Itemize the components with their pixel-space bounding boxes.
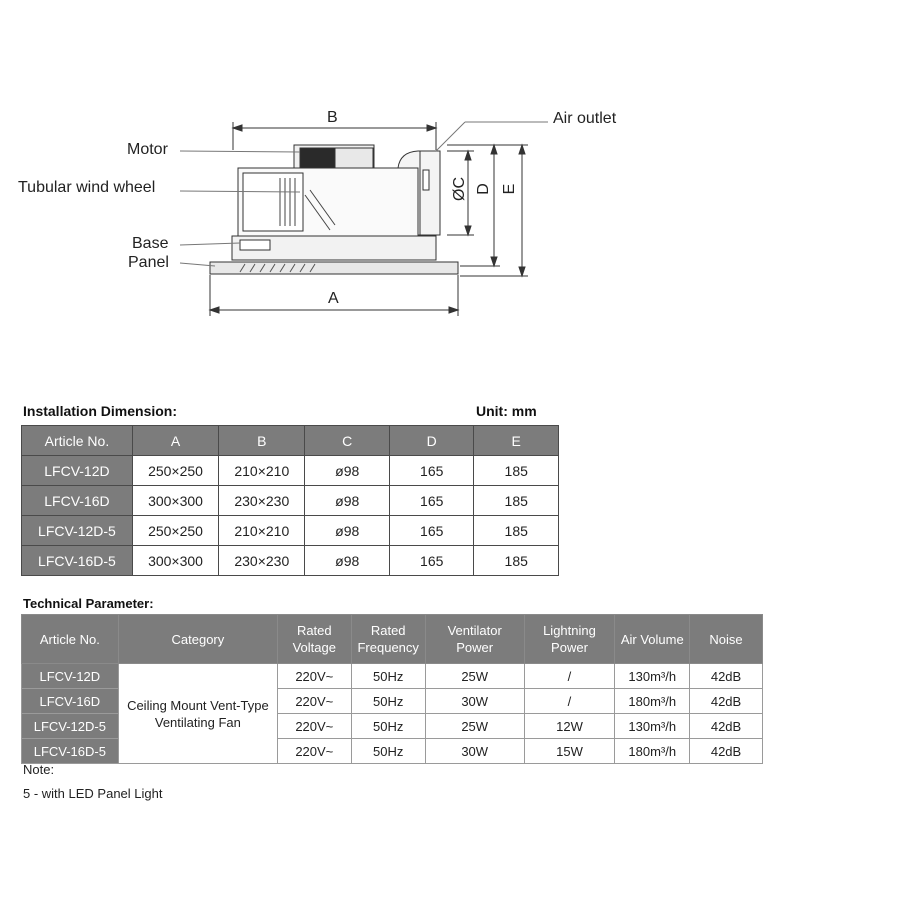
- installation-dimension-title: Installation Dimension:: [23, 403, 178, 419]
- cell-air-volume: 180m³/h: [615, 689, 690, 714]
- header-b: B: [219, 426, 305, 456]
- cell-article: LFCV-12D: [22, 664, 119, 689]
- cell-noise: 42dB: [690, 664, 763, 689]
- header-e: E: [474, 426, 559, 456]
- table-row: [22, 664, 763, 689]
- header-a: A: [132, 426, 218, 456]
- motor-label: Motor: [127, 141, 168, 158]
- panel-label: Panel: [128, 254, 169, 271]
- cell-c: ø98: [305, 516, 390, 546]
- cell-b: 230×230: [219, 546, 305, 576]
- cell-a: 300×300: [132, 486, 218, 516]
- header-lightning-power: Lightning Power: [524, 615, 615, 664]
- header-d: D: [389, 426, 473, 456]
- table-row: [22, 486, 559, 516]
- cell-d: 165: [389, 486, 473, 516]
- cell-voltage: 220V~: [278, 664, 351, 689]
- cell-e: 185: [474, 516, 559, 546]
- cell-air-volume: 130m³/h: [615, 714, 690, 739]
- cell-voltage: 220V~: [278, 689, 351, 714]
- note-line: 5 - with LED Panel Light: [23, 786, 163, 801]
- dim-a-label: A: [328, 290, 339, 307]
- cell-light-power: 12W: [524, 714, 615, 739]
- cell-vent-power: 30W: [425, 689, 524, 714]
- dim-e-label: E: [501, 183, 518, 195]
- table-row: [22, 516, 559, 546]
- cell-article: LFCV-12D-5: [22, 516, 133, 546]
- cell-article: LFCV-12D: [22, 456, 133, 486]
- tubular-wind-wheel-label: Tubular wind wheel: [18, 179, 156, 196]
- dim-b-label: B: [327, 109, 338, 126]
- technical-parameter-title: Technical Parameter:: [23, 596, 154, 611]
- cell-air-volume: 180m³/h: [615, 739, 690, 764]
- cell-d: 165: [389, 456, 473, 486]
- cell-a: 250×250: [132, 456, 218, 486]
- cell-article: LFCV-16D: [22, 689, 119, 714]
- table-row: [22, 456, 559, 486]
- table-row: [22, 546, 559, 576]
- header-rated-voltage: Rated Voltage: [278, 615, 351, 664]
- cell-c: ø98: [305, 546, 390, 576]
- unit-label: Unit: mm: [476, 403, 537, 419]
- cell-frequency: 50Hz: [351, 689, 425, 714]
- cell-a: 250×250: [132, 516, 218, 546]
- cell-a: 300×300: [132, 546, 218, 576]
- cell-light-power: /: [524, 689, 615, 714]
- installation-dimension-table: [21, 425, 559, 576]
- header-rated-frequency: Rated Frequency: [351, 615, 425, 664]
- table-header-row: [22, 426, 559, 456]
- technical-parameter-table: [21, 614, 763, 764]
- cell-voltage: 220V~: [278, 739, 351, 764]
- table-header-row: [22, 615, 763, 664]
- cell-frequency: 50Hz: [351, 714, 425, 739]
- cell-e: 185: [474, 546, 559, 576]
- cell-frequency: 50Hz: [351, 664, 425, 689]
- header-category: Category: [118, 615, 277, 664]
- cell-frequency: 50Hz: [351, 739, 425, 764]
- dim-c-label: ØC: [451, 177, 468, 201]
- cell-vent-power: 25W: [425, 714, 524, 739]
- cell-light-power: /: [524, 664, 615, 689]
- cell-light-power: 15W: [524, 739, 615, 764]
- cell-b: 210×210: [219, 516, 305, 546]
- cell-article: LFCV-16D: [22, 486, 133, 516]
- cell-d: 165: [389, 546, 473, 576]
- cell-vent-power: 30W: [425, 739, 524, 764]
- cell-article: LFCV-16D-5: [22, 546, 133, 576]
- cell-d: 165: [389, 516, 473, 546]
- header-air-volume: Air Volume: [615, 615, 690, 664]
- header-article: Article No.: [22, 426, 133, 456]
- dim-d-label: D: [475, 183, 492, 195]
- cell-voltage: 220V~: [278, 714, 351, 739]
- cell-c: ø98: [305, 486, 390, 516]
- cell-article: LFCV-12D-5: [22, 714, 119, 739]
- cell-e: 185: [474, 456, 559, 486]
- header-c: C: [305, 426, 390, 456]
- fan-cross-section-diagram: [0, 0, 905, 340]
- base-label: Base: [132, 235, 169, 252]
- cell-article: LFCV-16D-5: [22, 739, 119, 764]
- air-outlet-label: Air outlet: [553, 110, 617, 127]
- cell-b: 210×210: [219, 456, 305, 486]
- header-noise: Noise: [690, 615, 763, 664]
- note-heading: Note:: [23, 762, 55, 777]
- cell-noise: 42dB: [690, 739, 763, 764]
- header-article: Article No.: [22, 615, 119, 664]
- cell-noise: 42dB: [690, 714, 763, 739]
- cell-air-volume: 130m³/h: [615, 664, 690, 689]
- cell-e: 185: [474, 486, 559, 516]
- cell-vent-power: 25W: [425, 664, 524, 689]
- header-ventilator-power: Ventilator Power: [425, 615, 524, 664]
- cell-b: 230×230: [219, 486, 305, 516]
- cell-category: Ceiling Mount Vent-Type Ventilating Fan: [118, 664, 277, 764]
- cell-c: ø98: [305, 456, 390, 486]
- cell-noise: 42dB: [690, 689, 763, 714]
